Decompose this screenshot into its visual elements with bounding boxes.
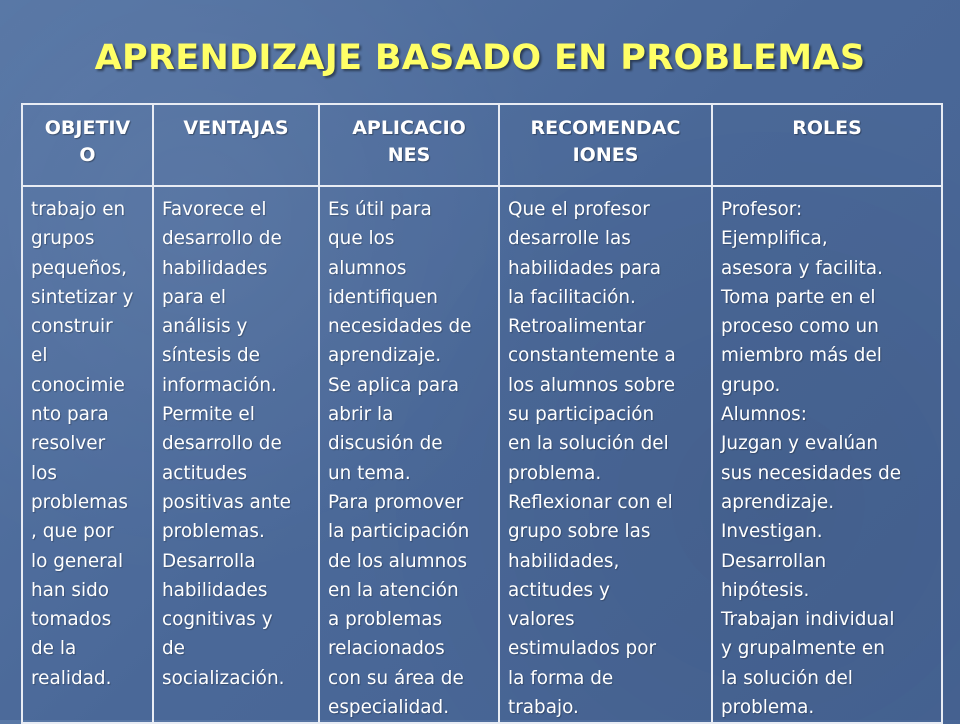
cell-text-line: Toma parte en el — [721, 286, 876, 308]
cell-text-line: conocimie — [31, 374, 125, 396]
cell-text-line: de — [162, 638, 185, 660]
cell-text-line: desarrolle las — [508, 228, 631, 250]
cell-text-line: problemas — [31, 491, 128, 513]
cell-text-line: en la solución del — [508, 433, 669, 455]
cell-text-line: la participación — [328, 521, 470, 543]
cell-text-line: Ejemplifica, — [721, 228, 828, 250]
cell-text-line: aprendizaje. — [721, 491, 835, 513]
cell-aplicaciones — [319, 186, 499, 723]
header-recomendaciones — [499, 104, 712, 186]
cell-text-line: especialidad. — [328, 697, 450, 719]
cell-text-line: socialización. — [162, 667, 285, 689]
cell-text-line: Que el profesor — [508, 199, 650, 220]
cell-text-line: O — [79, 144, 96, 166]
cell-text-line: lo general — [31, 550, 124, 572]
cell-text-line: un tema. — [328, 462, 411, 484]
cell-text-line: análisis y — [162, 316, 248, 338]
cell-text-line: de la — [31, 638, 77, 660]
cell-text-line: Reflexionar con el — [508, 491, 673, 513]
cell-text-line: alumnos — [328, 257, 407, 279]
cell-text-line: RECOMENDAC — [530, 117, 681, 139]
cell-text-line: actitudes y — [508, 579, 610, 601]
cell-objetivo — [22, 186, 153, 723]
cell-text-line: OBJETIV — [44, 117, 131, 139]
cell-recomendaciones — [499, 186, 712, 723]
cell-text-line: Alumnos: — [721, 404, 807, 426]
cell-text-line: Para promover — [328, 491, 464, 513]
cell-text-line: identifiquen — [328, 286, 438, 308]
header-objetivo — [22, 104, 153, 186]
cell-text-line: trabajo. — [508, 697, 579, 719]
cell-text-line: NES — [387, 144, 431, 166]
cell-text-line: cognitivas y — [162, 609, 273, 631]
cell-text-line: en la atención — [328, 579, 459, 601]
header-roles — [712, 104, 942, 186]
header-aplicaciones — [319, 104, 499, 186]
cell-text-line: y grupalmente en — [721, 638, 885, 660]
cell-text-line: constantemente a — [508, 345, 676, 367]
cell-text-line: con su área de — [328, 667, 464, 689]
cell-text-line: problema. — [508, 462, 602, 484]
cell-text-line: discusión de — [328, 433, 443, 455]
cell-text-line: sintetizar y — [31, 286, 134, 308]
cell-text-line: habilidades — [162, 257, 268, 279]
cell-text-line: resolver — [31, 433, 106, 455]
cell-text-line: han sido — [31, 579, 110, 601]
cell-ventajas — [153, 186, 319, 723]
cell-text-line: Retroalimentar — [508, 316, 646, 338]
cell-text-line: grupos — [31, 228, 95, 250]
cell-text-line: ROLES — [792, 117, 862, 139]
cell-text-line: positivas ante — [162, 491, 291, 513]
cell-text-line: desarrollo de — [162, 228, 282, 250]
cell-text-line: abrir la — [328, 404, 394, 426]
cell-text-line: nto para — [31, 404, 109, 426]
cell-text-line: aprendizaje. — [328, 345, 442, 367]
cell-text-line: habilidades, — [508, 550, 620, 572]
cell-text-line: grupo. — [721, 374, 781, 396]
table-header-row — [22, 104, 942, 186]
cell-text-line: necesidades de — [328, 316, 472, 338]
cell-text-line: desarrollo de — [162, 433, 282, 455]
cell-text-line: para el — [162, 286, 227, 308]
cell-text-line: actitudes — [162, 462, 248, 484]
cell-text-line: Permite el — [162, 404, 255, 426]
cell-text-line: Investigan. — [721, 521, 823, 543]
cell-text-line: miembro más del — [721, 345, 882, 367]
cell-text-line: Favorece el — [162, 199, 267, 220]
cell-text-line: VENTAJAS — [183, 117, 289, 139]
cell-roles — [712, 186, 942, 723]
cell-text-line: la forma de — [508, 667, 614, 689]
header-ventajas — [153, 104, 319, 186]
cell-text-line: Profesor: — [721, 199, 803, 220]
cell-text-line: grupo sobre las — [508, 521, 651, 543]
cell-text-line: trabajo en — [31, 199, 126, 220]
cell-text-line: relacionados — [328, 638, 445, 660]
cell-text-line: tomados — [31, 609, 112, 631]
cell-text-line: Se aplica para — [328, 374, 459, 396]
cell-text-line: construir — [31, 316, 113, 338]
cell-text-line: sus necesidades de — [721, 462, 902, 484]
cell-text-line: habilidades — [162, 579, 268, 601]
cell-text-line: a problemas — [328, 609, 443, 631]
cell-text-line: IONES — [572, 144, 639, 166]
cell-text-line: de los alumnos — [328, 550, 468, 572]
page-title: APRENDIZAJE BASADO EN PROBLEMAS — [94, 38, 866, 78]
abp-table-container — [21, 103, 941, 719]
cell-text-line: proceso como un — [721, 316, 879, 338]
cell-text-line: estimulados por — [508, 638, 657, 660]
cell-text-line: asesora y facilita. — [721, 257, 883, 279]
table-row — [22, 186, 942, 723]
cell-text-line: pequeños, — [31, 257, 127, 279]
cell-text-line: hipótesis. — [721, 579, 810, 601]
cell-text-line: Desarrolla — [162, 550, 256, 572]
cell-text-line: los alumnos sobre — [508, 374, 676, 396]
cell-text-line: APLICACIO — [352, 117, 466, 139]
cell-text-line: Desarrollan — [721, 550, 827, 572]
cell-text-line: información. — [162, 374, 277, 396]
cell-text-line: la solución del — [721, 667, 853, 689]
cell-text-line: Es útil para — [328, 199, 432, 220]
cell-text-line: realidad. — [31, 667, 112, 689]
cell-text-line: síntesis de — [162, 345, 260, 367]
cell-text-line: que los — [328, 228, 395, 250]
cell-text-line: , que por — [31, 521, 114, 543]
cell-text-line: habilidades para — [508, 257, 662, 279]
cell-text-line: el — [31, 345, 48, 367]
cell-text-line: Trabajan individual — [721, 609, 895, 631]
cell-text-line: problema. — [721, 697, 815, 719]
cell-text-line: su participación — [508, 404, 655, 426]
abp-table — [21, 103, 943, 724]
cell-text-line: Juzgan y evalúan — [721, 433, 879, 455]
cell-text-line: problemas. — [162, 521, 265, 543]
cell-text-line: la facilitación. — [508, 286, 636, 308]
cell-text-line: los — [31, 462, 57, 484]
cell-text-line: valores — [508, 609, 575, 631]
